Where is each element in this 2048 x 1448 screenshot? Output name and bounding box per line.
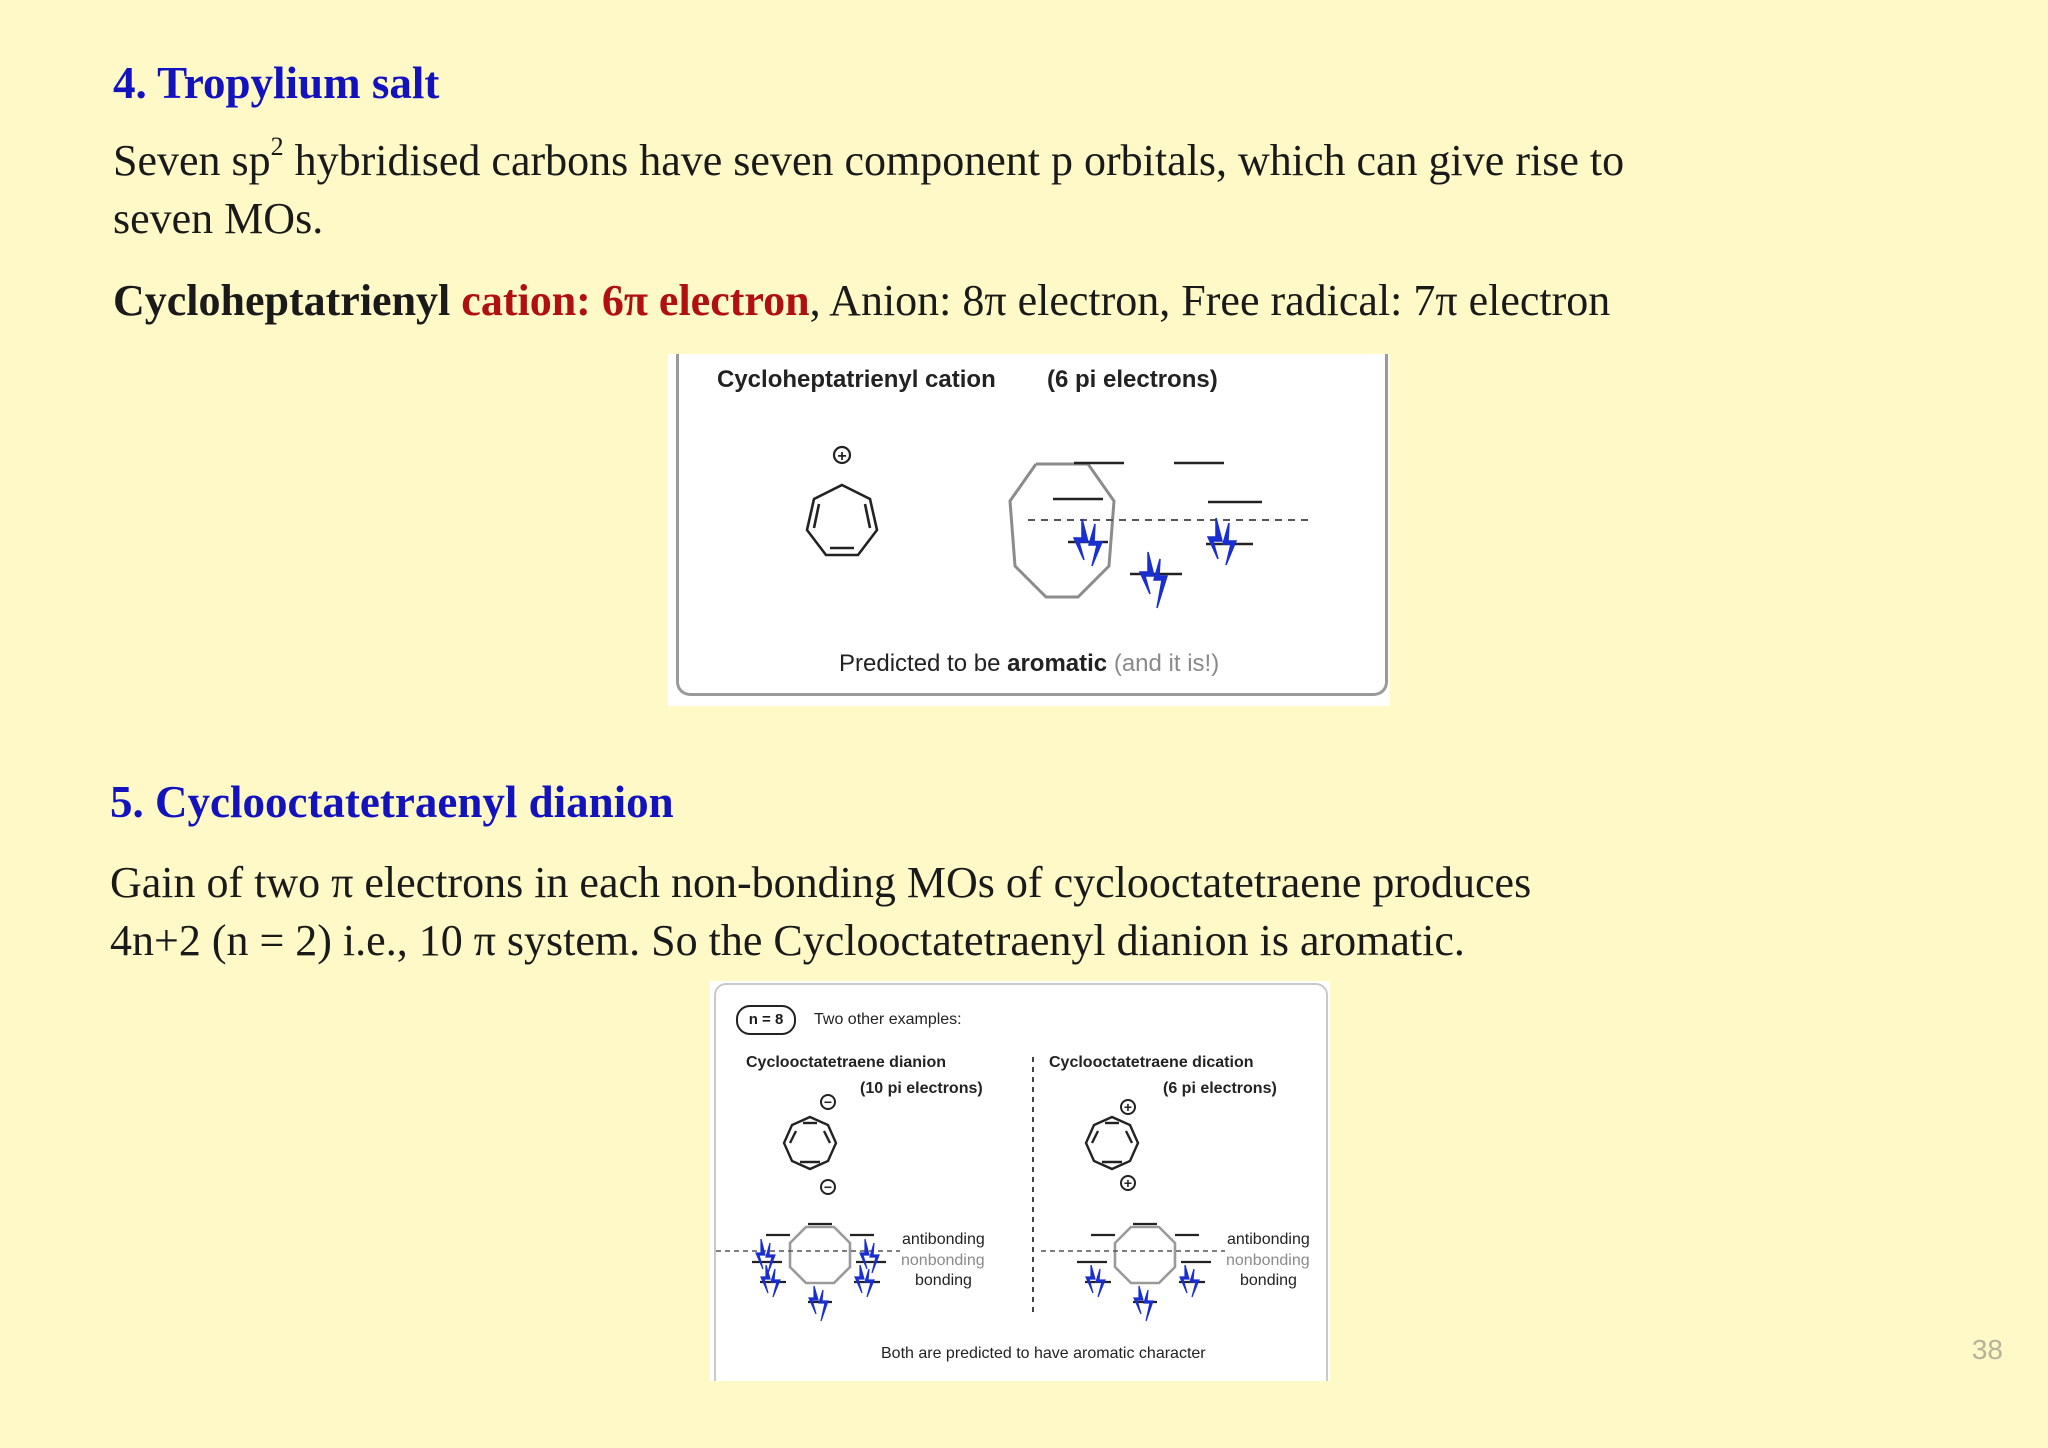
caption-end: (and it is!): [1107, 650, 1220, 677]
section-5-body: [110, 854, 1730, 970]
figure-2-caption: Both are predicted to have aromatic character: [881, 1345, 1206, 1362]
right-antibonding-label: antibonding: [1227, 1231, 1310, 1248]
section-5-line1: Gain of two π electrons in each non-bonding MOs of cyclooctatetraene produces: [110, 858, 1532, 907]
left-subtitle: (10 pi electrons): [860, 1080, 983, 1097]
intro-label: Two other examples:: [814, 1011, 962, 1028]
right-nonbonding-label: nonbonding: [1226, 1252, 1310, 1269]
section-5-heading: 5. Cyclooctatetraenyl dianion: [110, 777, 674, 827]
intro-text-start: Seven sp: [113, 136, 271, 185]
right-title: Cyclooctatetraene dication: [1049, 1054, 1254, 1071]
left-title: Cyclooctatetraene dianion: [746, 1054, 947, 1071]
figure-title: Cycloheptatrienyl cation: [717, 366, 996, 393]
cyclooctatetraene-figure: [710, 981, 1330, 1381]
minus-sign-top: −: [823, 1094, 833, 1110]
electron-arrows-bottom-icon: [1140, 552, 1167, 608]
section-4-intro: [113, 132, 1933, 248]
left-antibonding-label: antibonding: [902, 1231, 985, 1248]
figure-caption: [839, 650, 1219, 678]
cycloheptatrienyl-ring-icon: [807, 485, 877, 555]
caption-start: Predicted to be: [839, 650, 1008, 677]
left-nonbonding-label: nonbonding: [901, 1252, 985, 1269]
anion-radical-counts: , Anion: 8π electron, Free radical: 7π electron: [809, 276, 1611, 325]
left-mo-levels: [716, 1224, 900, 1302]
mo-heptagon-outline: [1010, 464, 1114, 597]
cot-dication-ring-icon: [1086, 1117, 1138, 1169]
minus-sign-bottom: −: [823, 1179, 833, 1195]
cycloheptatrienyl-label: Cycloheptatrienyl: [113, 276, 451, 325]
intro-text-rest: hybridised carbons have seven component p orbitals, which can give rise to: [283, 136, 1625, 185]
figure-subtitle: (6 pi electrons): [1047, 366, 1218, 393]
section-5-line2: 4n+2 (n = 2) i.e., 10 π system. So the Cyclooctatetraenyl dianion is aromatic.: [110, 916, 1465, 965]
electron-arrows-icon: [1074, 518, 1236, 566]
page-number: 38: [1971, 1334, 2003, 1365]
positive-charge-sign: +: [837, 448, 847, 465]
cot-dianion-ring-icon: [784, 1117, 836, 1169]
caption-aromatic: aromatic: [1007, 650, 1108, 677]
intro-text-line2: seven MOs.: [113, 194, 324, 243]
section-4-electrons: [113, 272, 1610, 330]
right-subtitle: (6 pi electrons): [1163, 1080, 1277, 1097]
section-4-heading: 4. Tropylium salt: [113, 58, 440, 108]
right-bonding-label: bonding: [1240, 1272, 1297, 1289]
right-electron-arrows-icon: [1086, 1265, 1199, 1321]
tropylium-figure: [668, 354, 1390, 706]
cation-electron-count: cation: 6π electron: [450, 276, 810, 325]
superscript-2: 2: [270, 132, 284, 161]
badge-text: n = 8: [748, 1011, 784, 1028]
left-bonding-label: bonding: [915, 1272, 972, 1289]
right-mo-levels: [1041, 1224, 1225, 1302]
plus-sign-top: +: [1123, 1099, 1133, 1115]
cot-diagram: [710, 981, 1330, 1381]
plus-sign-bottom: +: [1123, 1175, 1133, 1191]
